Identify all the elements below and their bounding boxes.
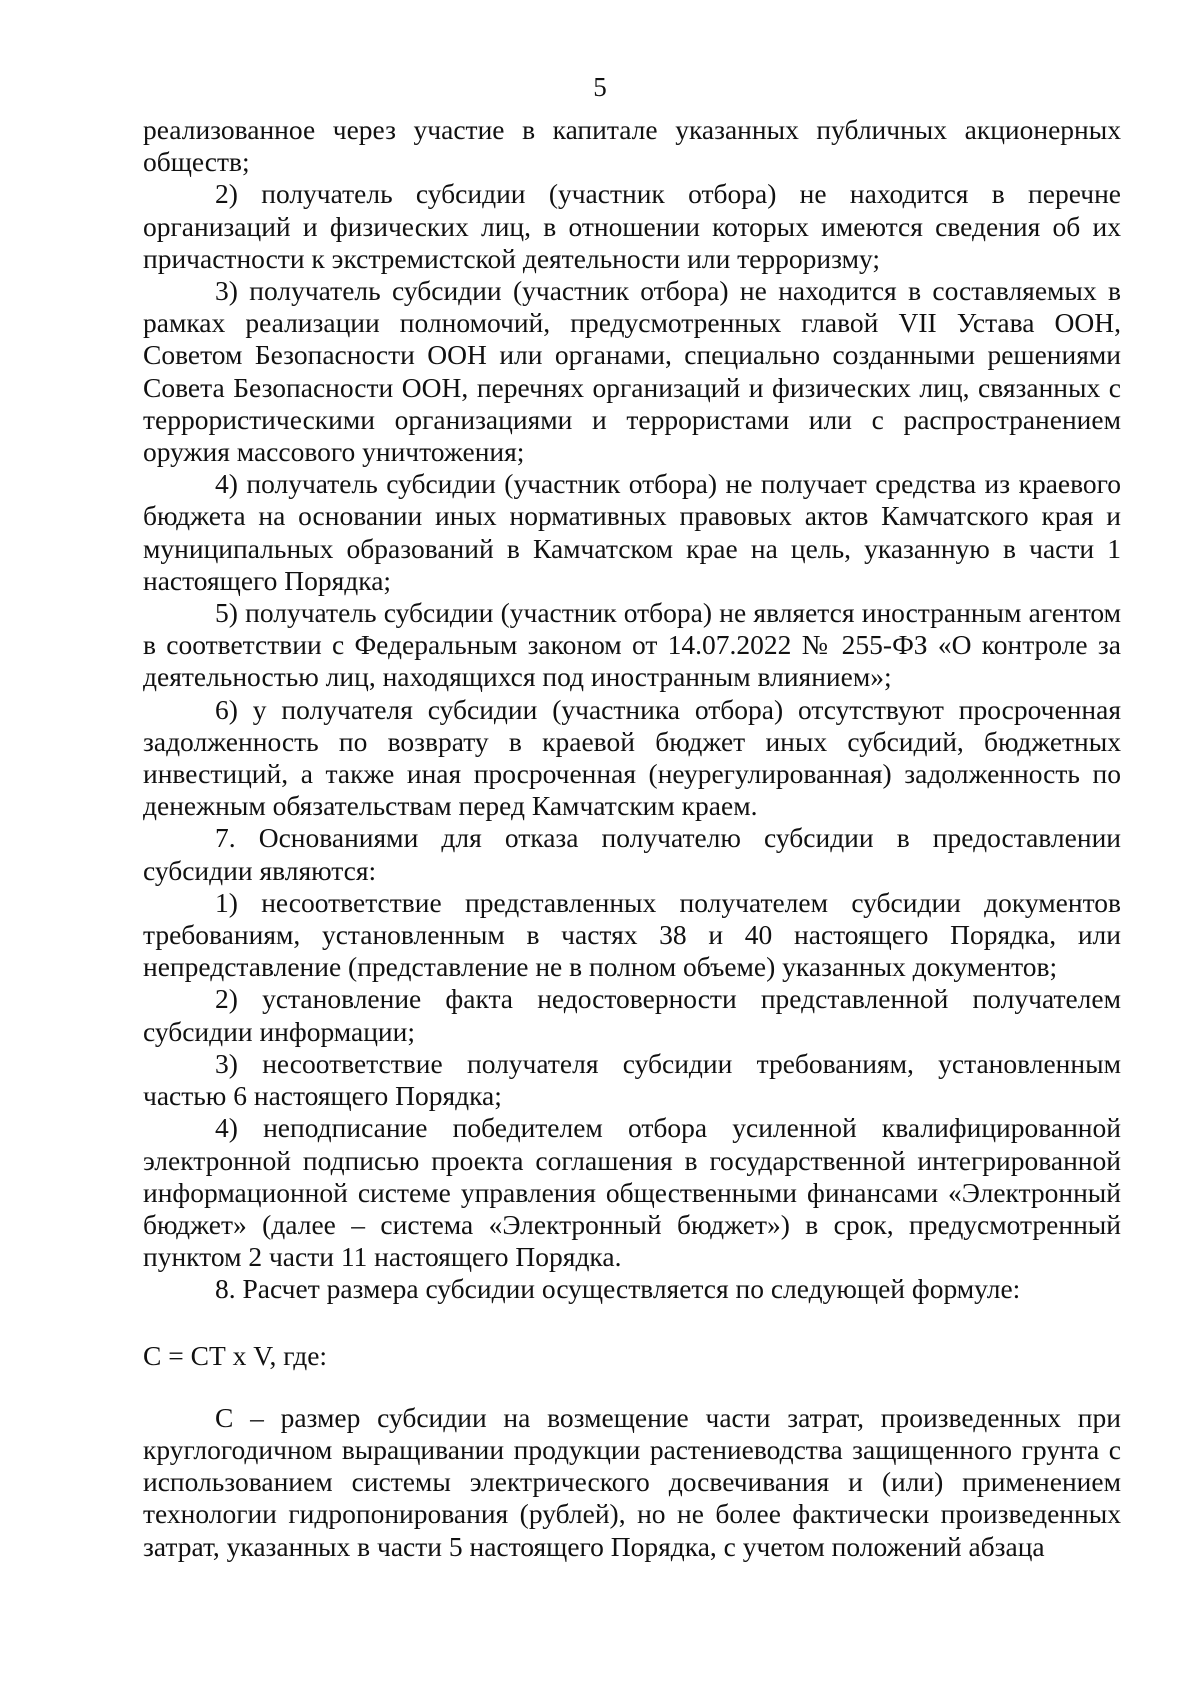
paragraph-section-8: 8. Расчет размера субсидии осуществляется по следующей формуле: <box>215 1273 1021 1305</box>
paragraph-refusal-4: 4) неподписание победителем отбора усиленной квалифицированной электронной подписью проекта соглашения в государственной интегрированной информационной системе управления общественными финансами «Электронный бюджет» (далее – система «Электронный бюджет») в срок, предусмотренный пунктом 2 части 11 настоящего Порядка. <box>143 1112 1121 1273</box>
paragraph-item-4-budget: 4) получатель субсидии (участник отбора) не получает средства из краевого бюджета на основании иных нормативных правовых актов Камчатского края и муниципальных образований в Камчатском крае на цель, указанную в части 1 настоящего Порядка; <box>143 468 1121 596</box>
formula: С = СТ х V, где: <box>143 1339 328 1371</box>
document-body <box>143 114 1121 1563</box>
paragraph-refusal-3: 3) несоответствие получателя субсидии требованиям, установленным частью 6 настоящего Порядка; <box>143 1047 1121 1112</box>
paragraph-definition-c: С – размер субсидии на возмещение части затрат, произведенных при круглогодичном выращивании продукции растениеводства защищенного грунта с использованием системы электрического досвечивания и (или) применением технологии гидропонирования (рублей), но не более фактически произведенных затрат, указанных в части 5 настоящего Порядка, с учетом положений абзаца <box>143 1401 1121 1562</box>
paragraph-refusal-2: 2) установление факта недостоверности представленной получателем субсидии информации; <box>143 983 1121 1047</box>
paragraph-item-3-un-lists: 3) получатель субсидии (участник отбора) не находится в составляемых в рамках реализации полномочий, предусмотренных главой VII Устава ООН, Советом Безопасности ООН или органами, специально созданными решениями Совета Безопасности ООН, перечнях организаций и физических лиц, связанных с террористическими организациями и террористами или с распространением оружия массового уничтожения; <box>143 275 1121 468</box>
paragraph-item-5-foreign-agent: 5) получатель субсидии (участник отбора) не является иностранным агентом в соответствии с Федеральным законом от 14.07.2022 № 255-ФЗ «О контроле за деятельностью лиц, находящихся под иностранным влиянием»; <box>143 597 1121 693</box>
paragraph-continuation: реализованное через участие в капитале указанных публичных акционерных обществ; <box>143 114 1121 178</box>
paragraph-section-7: 7. Основаниями для отказа получателю субсидии в предоставлении субсидии являются: <box>143 822 1121 886</box>
page-number: 5 <box>593 72 607 102</box>
paragraph-refusal-1: 1) несоответствие представленных получателем субсидии документов требованиям, установленным в частях 38 и 40 настоящего Порядка, или непредставление (представление не в полном объеме) указанных документов; <box>143 886 1121 983</box>
paragraph-item-6-debt: 6) у получателя субсидии (участника отбора) отсутствуют просроченная задолженность по возврату в краевой бюджет иных субсидий, бюджетных инвестиций, а также иная просроченная (неурегулированная) задолженность по денежным обязательствам перед Камчатским краем. <box>143 693 1121 822</box>
paragraph-item-2-extremism: 2) получатель субсидии (участник отбора) не находится в перечне организаций и физических лиц, в отношении которых имеются сведения об их причастности к экстремистской деятельности или терроризму; <box>143 178 1121 274</box>
